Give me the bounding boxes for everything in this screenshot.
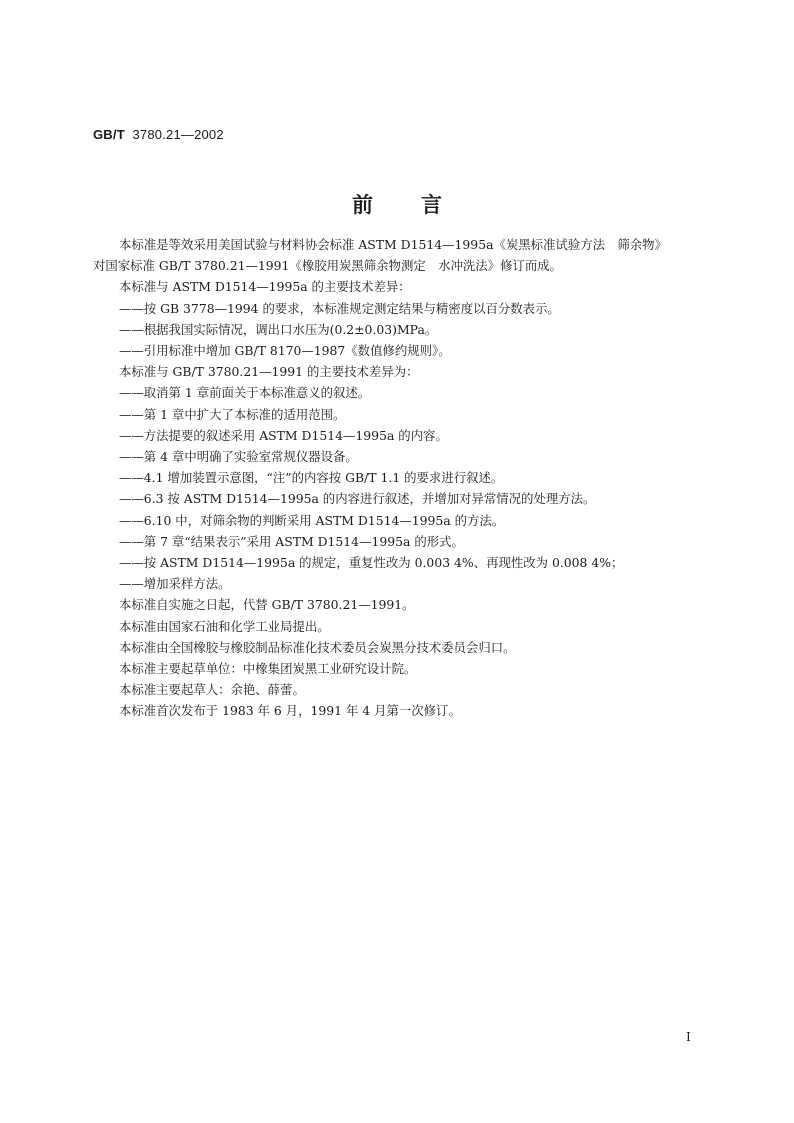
list-item: ——引用标准中增加 GB/T 8170—1987《数值修约规则》。 (119, 343, 451, 359)
paragraph-drafting-unit: 本标准主要起草单位：中橡集团炭黑工业研究设计院。 (119, 661, 417, 677)
paragraph-drafters: 本标准主要起草人：余艳、薛蕾。 (119, 682, 305, 698)
list-item: ——6.3 按 ASTM D1514—1995a 的内容进行叙述，并增加对异常情况的处理方法。 (119, 491, 596, 507)
document-code-number: 3780.21—2002 (132, 127, 224, 142)
paragraph-diff-gbt: 本标准与 GB/T 3780.21—1991 的主要技术差异为： (119, 364, 419, 380)
list-item: ——取消第 1 章前面关于本标准意义的叙述。 (119, 385, 371, 401)
list-item: ——根据我国实际情况，调出口水压为(0.2±0.03)MPa。 (119, 321, 438, 337)
page-number: I (686, 1030, 691, 1044)
list-item: ——按 GB 3778—1994 的要求，本标准规定测定结果与精密度以百分数表示。 (119, 300, 560, 316)
list-item: ——4.1 增加装置示意图，“注”的内容按 GB/T 1.1 的要求进行叙述。 (119, 470, 504, 486)
page-title: 前言 (352, 193, 490, 217)
list-item: ——按 ASTM D1514—1995a 的规定，重复性改为 0.003 4%、再现性改为 0.008 4%； (119, 555, 624, 571)
paragraph-history: 本标准首次发布于 1983 年 6 月，1991 年 4 月第一次修订。 (119, 703, 461, 719)
list-item: ——第 7 章“结果表示”采用 ASTM D1514—1995a 的形式。 (119, 533, 464, 549)
paragraph-intro-1: 本标准是等效采用美国试验与材料协会标准 ASTM D1514—1995a《炭黑标准试验方法 筛余物》 (119, 237, 667, 252)
list-item: ——6.10 中，对筛余物的判断采用 ASTM D1514—1995a 的方法。 (119, 512, 505, 528)
document-code-prefix: GB/T (93, 127, 125, 142)
paragraph-proposed-by: 本标准由国家石油和化学工业局提出。 (119, 618, 330, 634)
paragraph-managed-by: 本标准由全国橡胶与橡胶制品标准化技术委员会炭黑分技术委员会归口。 (119, 639, 516, 655)
paragraph-diff-astm: 本标准与 ASTM D1514—1995a 的主要技术差异： (119, 279, 411, 295)
list-item: ——第 4 章中明确了实验室常规仪器设备。 (119, 449, 358, 465)
paragraph-replaces: 本标准自实施之日起，代替 GB/T 3780.21—1991。 (119, 597, 415, 613)
list-item: ——方法提要的叙述采用 ASTM D1514—1995a 的内容。 (119, 427, 448, 443)
foreword-body (93, 234, 713, 722)
paragraph-intro-2: 对国家标准 GB/T 3780.21—1991《橡胶用炭黑筛余物测定 水冲洗法》修订而成。 (93, 258, 563, 274)
list-item: ——第 1 章中扩大了本标准的适用范围。 (119, 406, 346, 422)
document-code (93, 127, 224, 142)
list-item: ——增加采样方法。 (119, 576, 231, 592)
